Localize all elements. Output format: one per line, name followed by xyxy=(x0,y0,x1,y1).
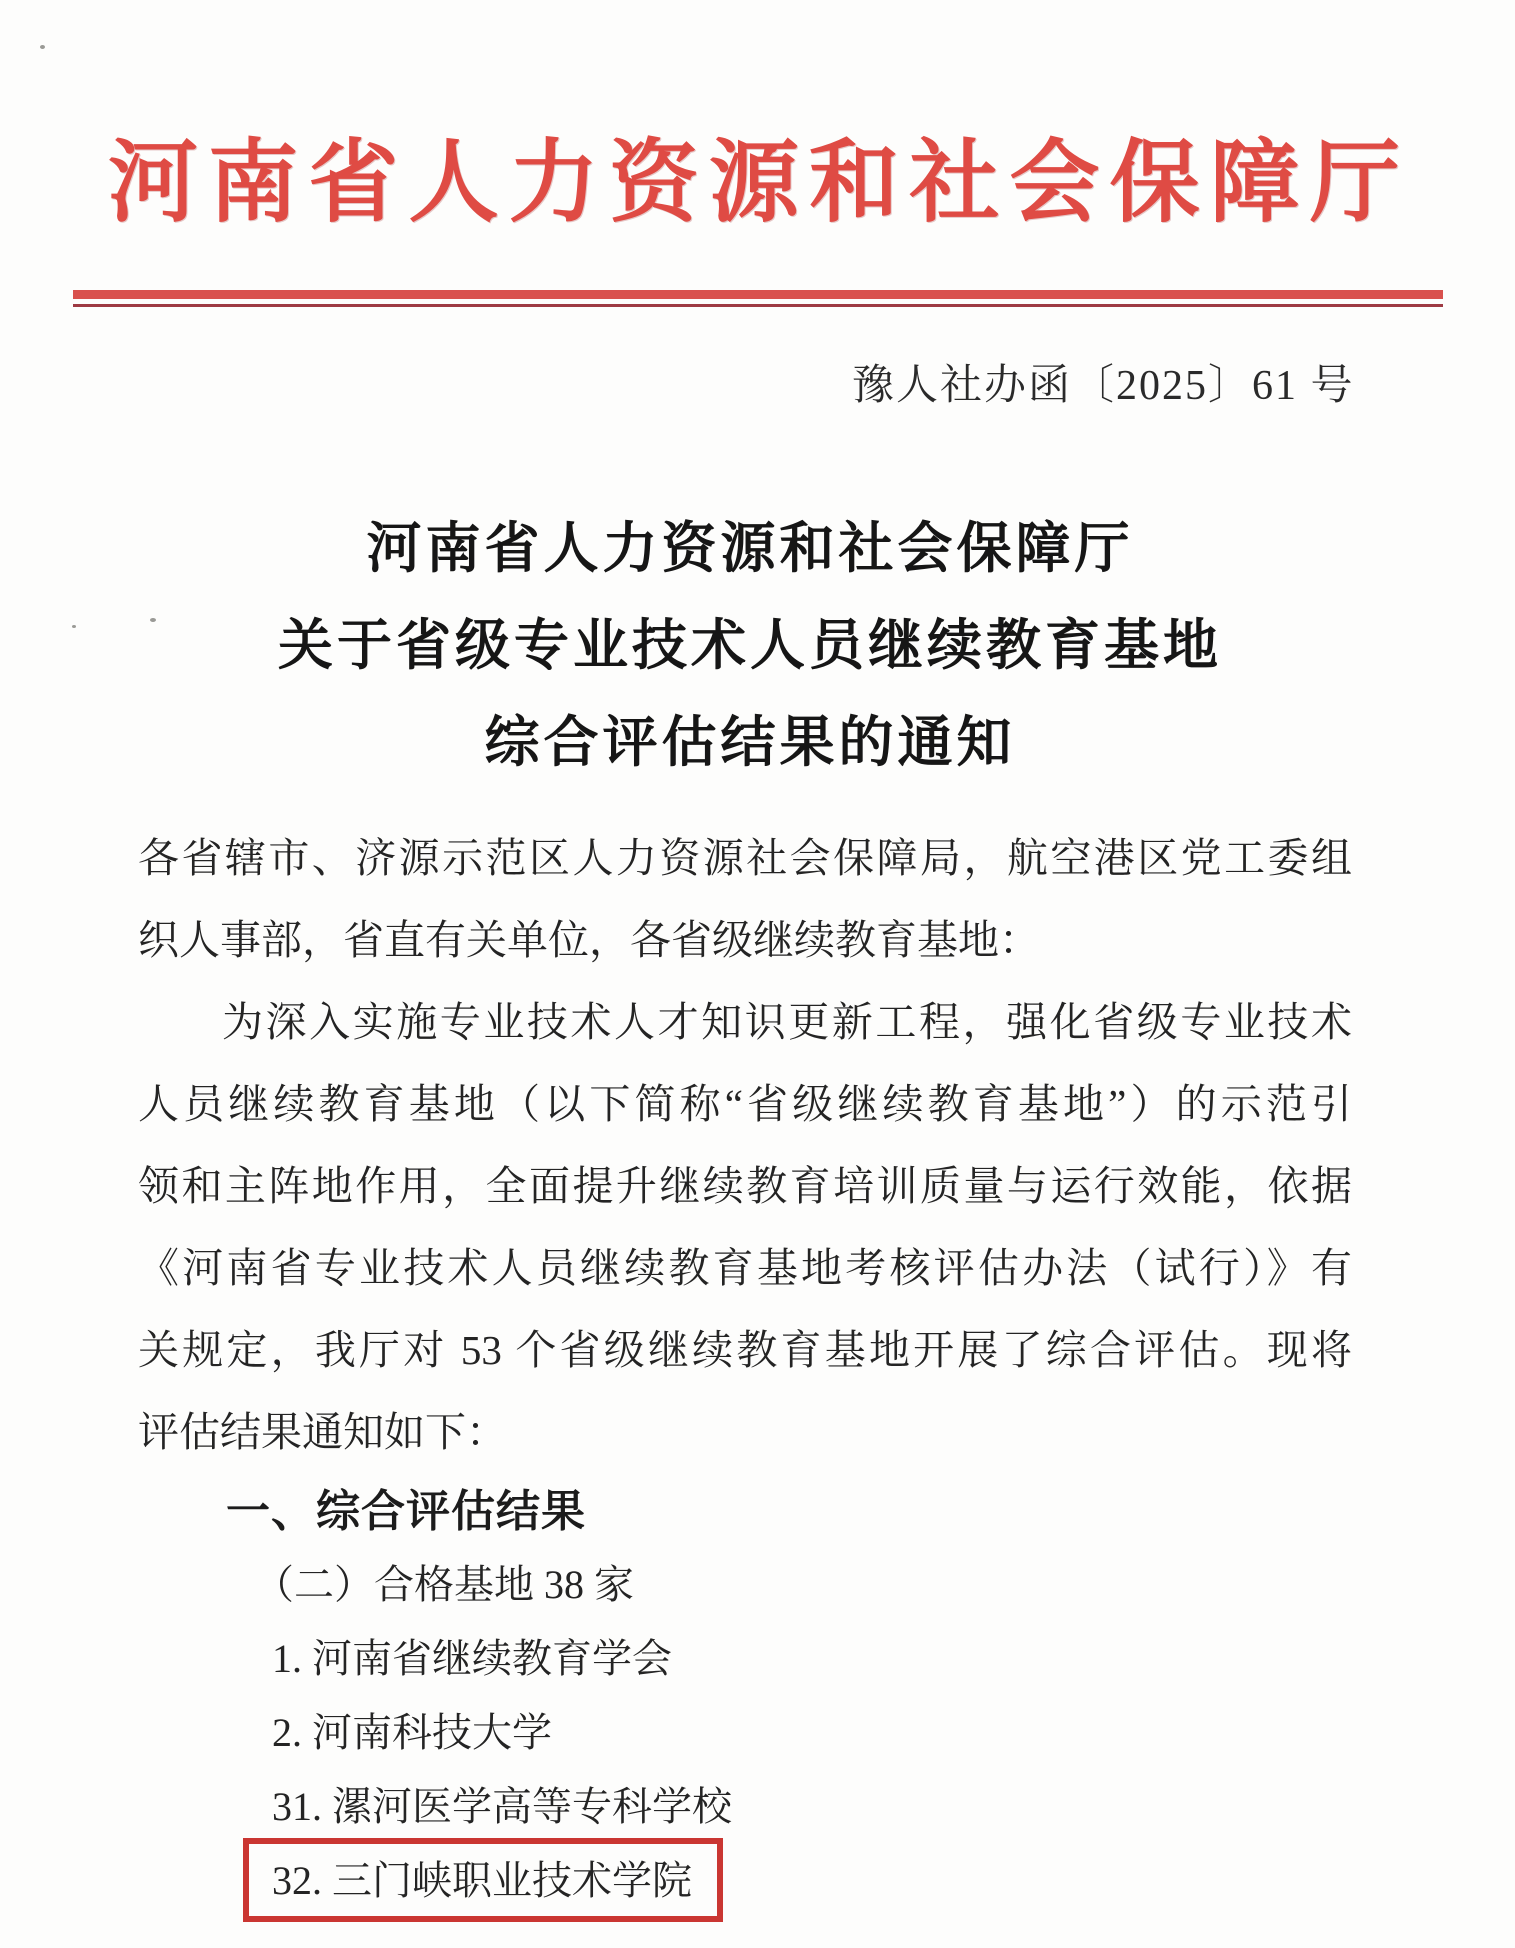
list-item: 2. 河南科技大学 xyxy=(272,1710,552,1755)
letterhead-title: 河南省人力资源和社会保障厅 xyxy=(108,134,1400,233)
scan-speck xyxy=(150,618,156,622)
body-line: 各省辖市、济源示范区人力资源社会保障局，航空港区党工委组 xyxy=(138,835,1352,881)
list-item: 1. 河南省继续教育学会 xyxy=(272,1636,672,1681)
subsection-heading: （二）合格基地 38 家 xyxy=(254,1562,634,1607)
body-line: 《河南省专业技术人员继续教育基地考核评估办法（试行）》有 xyxy=(138,1245,1352,1291)
list-item: 31. 漯河医学高等专科学校 xyxy=(272,1784,732,1829)
section-heading: 一、综合评估结果 xyxy=(226,1487,586,1536)
body-line: 关规定，我厅对 53 个省级继续教育基地开展了综合评估。现将 xyxy=(138,1327,1352,1373)
document-title-line-2: 关于省级专业技术人员继续教育基地 xyxy=(277,615,1222,676)
document-number: 豫人社办函〔2025〕61 号 xyxy=(852,363,1355,409)
body-line: 织人事部，省直有关单位，各省级继续教育基地： xyxy=(138,917,1040,963)
document-title xyxy=(0,500,1500,791)
document-title-line-3: 综合评估结果的通知 xyxy=(484,712,1016,773)
body-line: 领和主阵地作用，全面提升继续教育培训质量与运行效能，依据 xyxy=(138,1163,1352,1209)
letterhead-rule-thin xyxy=(73,304,1443,307)
body-line: 为深入实施专业技术人才知识更新工程，强化省级专业技术 xyxy=(222,999,1352,1045)
body-line: 评估结果通知如下： xyxy=(138,1409,507,1455)
highlight-box xyxy=(243,1838,723,1922)
scan-speck xyxy=(40,45,45,49)
body-text xyxy=(138,817,1352,1473)
list-item-highlighted: 32. 三门峡职业技术学院 xyxy=(272,1858,692,1903)
document-title-line-1: 河南省人力资源和社会保障厅 xyxy=(366,518,1134,579)
scan-speck xyxy=(72,625,76,628)
body-line: 人员继续教育基地（以下简称“省级继续教育基地”）的示范引 xyxy=(138,1081,1352,1127)
letterhead-rule-thick xyxy=(73,290,1443,299)
